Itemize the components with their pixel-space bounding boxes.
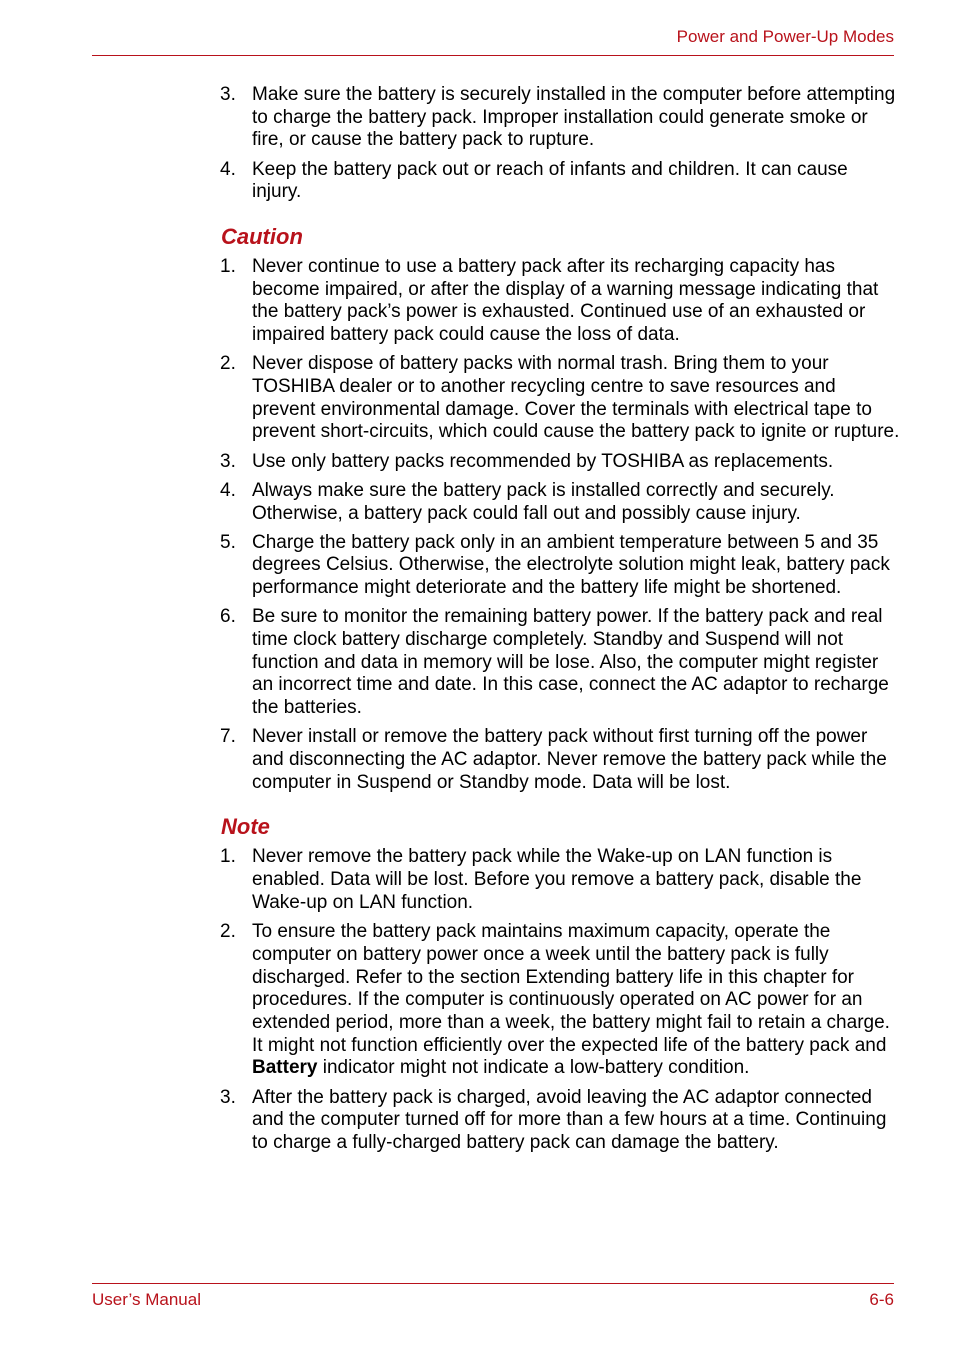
item-number: 5. xyxy=(220,531,236,553)
item-text: Never remove the battery pack while the Wake-up on LAN function is enabled. Data will be lost. Before you remove a battery pack, disable the Wake-up on LAN function. xyxy=(252,846,862,913)
page-number: 6-6 xyxy=(869,1290,894,1309)
note-heading: Note xyxy=(221,814,270,840)
caution-list xyxy=(220,256,900,794)
item-text: Make sure the battery is securely installed in the computer before attempting to charge the battery pack. Improper installation could generate smoke or fire, or cause the battery pack to rupture. xyxy=(252,84,896,151)
item-number: 4. xyxy=(220,158,236,180)
list-item xyxy=(220,532,900,600)
item-text: Never install or remove the battery pack without first turning off the power and disconnecting the AC adaptor. Never remove the battery pack while the computer in Suspend or Standby mode. Data will be lost. xyxy=(252,726,887,793)
list-item xyxy=(220,1087,900,1155)
list-item xyxy=(220,726,900,794)
intro-list xyxy=(220,84,900,204)
item-text: After the battery pack is charged, avoid leaving the AC adaptor connected and the computer turned off for more than a few hours at a time. Continuing to charge a fully-charged battery pack can damage the battery. xyxy=(252,1086,887,1153)
list-item xyxy=(220,480,900,525)
list-item xyxy=(220,353,900,444)
item-number: 1. xyxy=(220,256,236,278)
list-item xyxy=(220,606,900,720)
item-number: 3. xyxy=(220,84,236,105)
caution-heading: Caution xyxy=(221,224,303,250)
list-item xyxy=(220,84,900,152)
header-rule xyxy=(92,55,894,56)
item-number: 4. xyxy=(220,479,236,501)
item-text: Charge the battery pack only in an ambient temperature between 5 and 35 degrees Celsius. Otherwise, the electrolyte solution might leak, battery pack performance might deteriorate and the battery life might be shortened. xyxy=(252,531,890,599)
item-number: 3. xyxy=(220,450,236,472)
item-number: 7. xyxy=(220,726,236,748)
item-text: Never continue to use a battery pack after its recharging capacity has become impaired, or after the display of a warning message indicating that the battery pack’s power is exhausted. Continued use of an exhausted or impaired battery pack could cause the loss of data. xyxy=(252,256,879,346)
footer-manual-title: User’s Manual xyxy=(92,1290,201,1309)
list-item xyxy=(220,451,900,474)
list-item xyxy=(220,846,900,914)
page-content xyxy=(220,84,900,1161)
battery-indicator-term: Battery xyxy=(252,1057,318,1079)
item-text: Never dispose of battery packs with normal trash. Bring them to your TOSHIBA dealer or to another recycling centre to save resources and prevent environmental damage. Cover the terminals with electrical tape to prevent short-circuits, which could cause the battery pack to ignite or rupture. xyxy=(252,353,900,443)
note-list xyxy=(220,846,900,1154)
item-number: 2. xyxy=(220,353,236,375)
item-text: To ensure the battery pack maintains maximum capacity, operate the computer on battery power once a week until the battery pack is fully discharged. Refer to the section Extending battery life in this chapter for procedures. If the computer is continuously operated on AC power for an extended period, more than a week, the battery might fail to retain a charge. It might not function efficiently over the expected life of the battery pack and xyxy=(252,921,890,1056)
list-item xyxy=(220,921,900,1080)
item-number: 1. xyxy=(220,846,236,868)
item-number: 6. xyxy=(220,606,236,628)
item-text: Always make sure the battery pack is installed correctly and securely. Otherwise, a battery pack could fall out and possibly cause injury. xyxy=(252,479,835,524)
footer-rule xyxy=(92,1283,894,1284)
item-number: 3. xyxy=(220,1086,236,1108)
running-header: Power and Power-Up Modes xyxy=(676,27,894,46)
list-item xyxy=(220,256,900,347)
item-text: Keep the battery pack out or reach of infants and children. It can cause injury. xyxy=(252,158,848,203)
item-text: Use only battery packs recommended by TOSHIBA as replacements. xyxy=(252,450,834,472)
item-number: 2. xyxy=(220,921,236,943)
item-text: Be sure to monitor the remaining battery power. If the battery pack and real time clock battery discharge completely. Standby and Suspend will not function and data in memory will be lose. Also, the computer might register an incorrect time and date. In this case, connect the AC adaptor to recharge the batteries. xyxy=(252,606,889,719)
item-text-continued: indicator might not indicate a low-battery condition. xyxy=(317,1057,750,1079)
list-item xyxy=(220,159,900,204)
